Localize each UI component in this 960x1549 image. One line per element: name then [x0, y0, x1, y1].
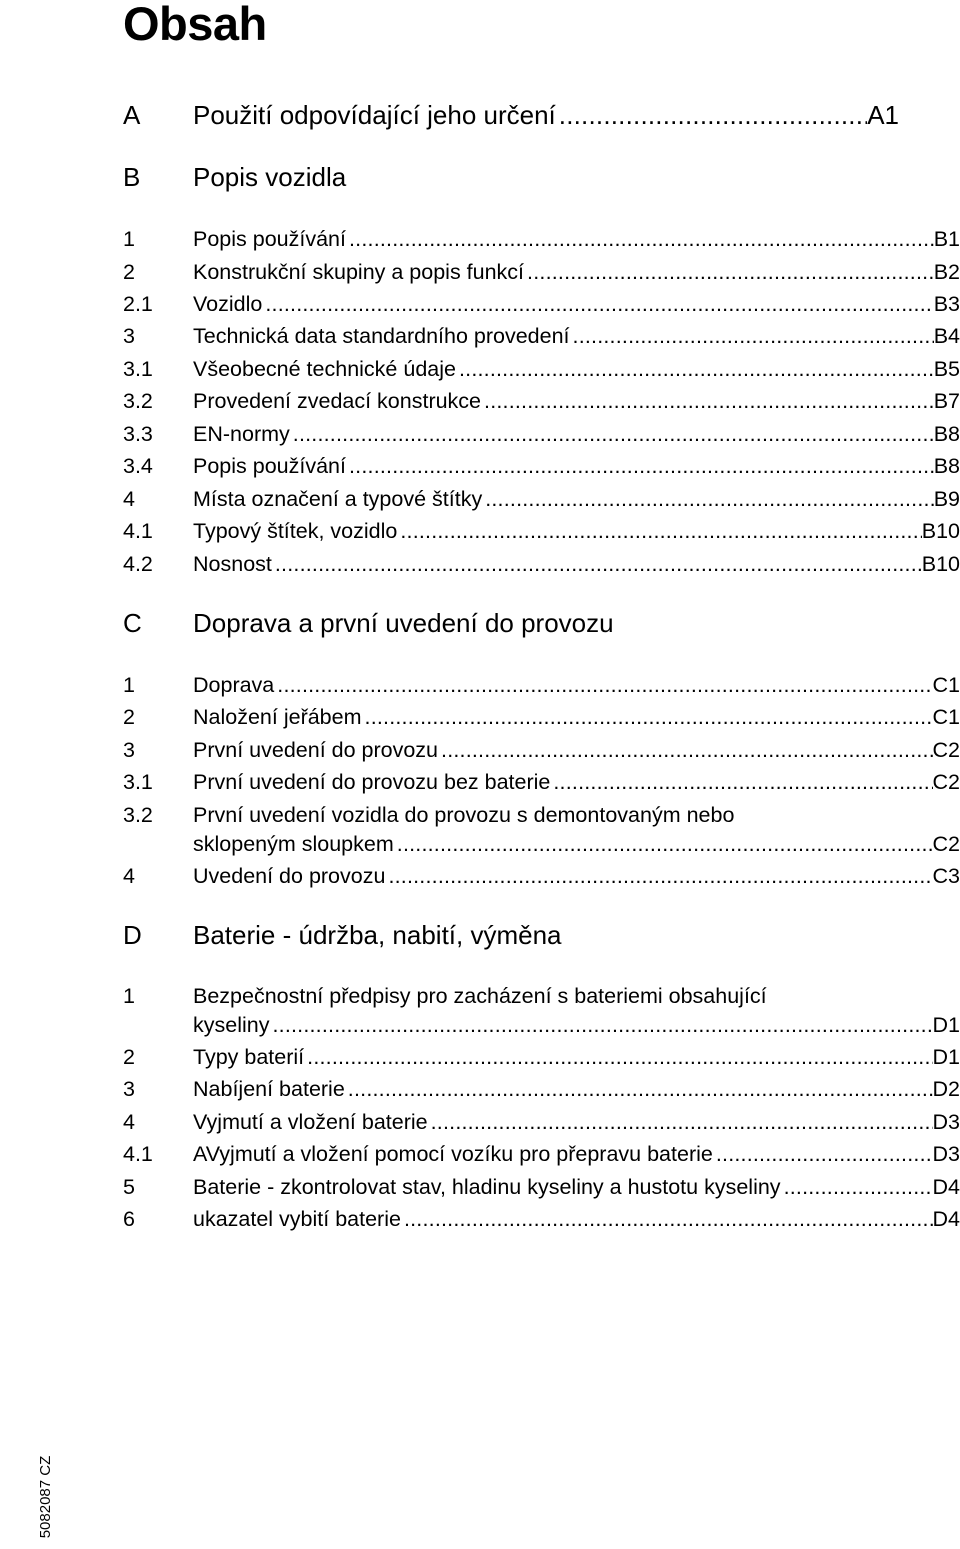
entry-number: 3.2 — [123, 803, 153, 827]
section-page-ref: A1 — [867, 100, 899, 130]
entry-line — [193, 485, 960, 514]
entry-line — [193, 1075, 960, 1104]
entry-title: Popis používání — [193, 454, 346, 478]
section-title-line — [193, 100, 899, 130]
entry-title-line1: Bezpečnostní předpisy pro zacházení s bateriemi obsahující — [193, 984, 767, 1008]
entry-title: Provedení zvedací konstrukce — [193, 389, 482, 413]
entry-number: 3 — [123, 324, 135, 348]
dot-leader — [784, 1173, 933, 1202]
entry-page-ref: C1 — [932, 705, 960, 729]
entry-number: 4 — [123, 1110, 135, 1134]
entry-title: Technická data standardního provedení — [193, 324, 570, 348]
dot-leader — [400, 517, 921, 546]
entry-line — [193, 862, 960, 891]
dot-leader — [441, 736, 933, 765]
entry-number: 3 — [123, 738, 135, 762]
entry-title: První uvedení do provozu bez baterie — [193, 770, 551, 794]
dot-leader — [265, 290, 933, 319]
entry-title: Typový štítek, vozidlo — [193, 519, 398, 543]
entry-page-ref: C3 — [932, 864, 960, 888]
entry-page-ref: B2 — [933, 260, 960, 284]
entry-title: Baterie - zkontrolovat stav, hladinu kyseliny a hustotu kyseliny — [193, 1175, 781, 1199]
dot-leader — [349, 225, 934, 254]
dot-leader — [716, 1140, 933, 1169]
entry-number: 5 — [123, 1175, 135, 1199]
entry-body — [193, 801, 960, 859]
toc-section-c[interactable] — [123, 608, 960, 638]
entry-page-ref: B7 — [933, 389, 960, 413]
entry-title: EN-normy — [193, 422, 290, 446]
entry-page-ref: D2 — [932, 1077, 960, 1101]
toc-section-b[interactable] — [123, 162, 960, 192]
dot-leader — [272, 1011, 932, 1040]
entry-number: 3.4 — [123, 454, 153, 478]
entry-line — [193, 1011, 960, 1040]
entry-line — [193, 517, 960, 546]
section-letter: B — [123, 162, 141, 192]
entry-number: 4 — [123, 487, 135, 511]
dot-leader — [459, 355, 934, 384]
dot-leader — [484, 387, 934, 416]
document-code: 5082087 CZ — [37, 1455, 54, 1539]
section-title: Popis vozidla — [193, 162, 347, 192]
entry-line — [193, 387, 960, 416]
entry-title: Nabíjení baterie — [193, 1077, 345, 1101]
entry-title: Všeobecné technické údaje — [193, 357, 456, 381]
dot-leader — [277, 671, 932, 700]
entry-line — [193, 1043, 960, 1072]
entry-page-ref: B8 — [933, 454, 960, 478]
dot-leader — [349, 452, 934, 481]
dot-leader — [527, 258, 934, 287]
page-title: Obsah — [123, 0, 267, 50]
entry-title: Typy baterií — [193, 1045, 305, 1069]
entry-page-ref: C1 — [932, 673, 960, 697]
entry-page-ref: D4 — [932, 1207, 960, 1231]
entry-line — [193, 1108, 960, 1137]
dot-leader — [553, 768, 932, 797]
entry-page-ref: B4 — [933, 324, 960, 348]
entry-number: 4.1 — [123, 1142, 153, 1166]
entry-title: Naložení jeřábem — [193, 705, 362, 729]
entry-number: 2.1 — [123, 292, 153, 316]
entry-number: 6 — [123, 1207, 135, 1231]
entry-page-ref: C2 — [932, 770, 960, 794]
entry-line — [193, 1205, 960, 1234]
entry-number: 2 — [123, 705, 135, 729]
entry-title: Konstrukční skupiny a popis funkcí — [193, 260, 525, 284]
entry-page-ref: B9 — [933, 487, 960, 511]
dot-leader — [293, 420, 934, 449]
entry-title: Popis používání — [193, 227, 346, 251]
section-title: Baterie - údržba, nabití, výměna — [193, 920, 562, 950]
entry-line — [193, 355, 960, 384]
entry-number: 1 — [123, 673, 135, 697]
entry-title: Vyjmutí a vložení baterie — [193, 1110, 428, 1134]
entry-page-ref: B10 — [921, 552, 960, 576]
entry-page-ref: D3 — [932, 1110, 960, 1134]
entry-number: 1 — [123, 984, 135, 1008]
entry-line — [193, 736, 960, 765]
dot-leader — [365, 703, 933, 732]
entry-number: 3.3 — [123, 422, 153, 446]
toc-entry[interactable] — [123, 801, 960, 859]
entry-line — [193, 1173, 960, 1202]
entry-line — [193, 830, 960, 859]
dot-leader — [388, 862, 932, 891]
entry-line — [193, 1140, 960, 1169]
entry-page-ref: B10 — [921, 519, 960, 543]
entry-page-ref: D1 — [932, 1045, 960, 1069]
entry-number: 4 — [123, 864, 135, 888]
entry-page-ref: B5 — [933, 357, 960, 381]
entry-number: 4.1 — [123, 519, 153, 543]
entry-title: AVyjmutí a vložení pomocí vozíku pro přepravu baterie — [193, 1142, 713, 1166]
section-letter: A — [123, 100, 141, 130]
entry-line — [193, 258, 960, 287]
entry-title: Doprava — [193, 673, 275, 697]
entry-title: První uvedení do provozu — [193, 738, 439, 762]
dot-leader — [307, 1043, 932, 1072]
entry-number: 3.2 — [123, 389, 153, 413]
section-letter: D — [123, 920, 142, 950]
dot-leader — [573, 322, 934, 351]
entry-line — [193, 290, 960, 319]
entry-page-ref: D3 — [932, 1142, 960, 1166]
toc-entry[interactable] — [123, 982, 960, 1040]
section-title: Použití odpovídající jeho určení — [193, 100, 556, 130]
entry-line — [193, 550, 960, 579]
entry-page-ref: B8 — [933, 422, 960, 446]
entry-line — [193, 322, 960, 351]
entry-page-ref: C2 — [932, 738, 960, 762]
dot-leader — [397, 830, 933, 859]
dot-leader — [348, 1075, 933, 1104]
entry-page-ref: B3 — [933, 292, 960, 316]
dot-leader — [485, 485, 933, 514]
entry-line — [193, 420, 960, 449]
entry-title: Nosnost — [193, 552, 272, 576]
entry-title: sklopeným sloupkem — [193, 832, 394, 856]
entry-line — [193, 768, 960, 797]
entry-number: 3.1 — [123, 357, 153, 381]
entry-number: 3 — [123, 1077, 135, 1101]
entry-number: 2 — [123, 260, 135, 284]
entry-title: Místa označení a typové štítky — [193, 487, 483, 511]
entry-number: 4.2 — [123, 552, 153, 576]
section-title: Doprava a první uvedení do provozu — [193, 608, 614, 638]
entry-title: kyseliny — [193, 1013, 270, 1037]
entry-number: 3.1 — [123, 770, 153, 794]
entry-line — [193, 225, 960, 254]
entry-page-ref: D1 — [932, 1013, 960, 1037]
entry-title-line1: První uvedení vozidla do provozu s demontovaným nebo — [193, 803, 735, 827]
entry-number: 2 — [123, 1045, 135, 1069]
dot-leader — [559, 100, 867, 130]
entry-title: ukazatel vybití baterie — [193, 1207, 401, 1231]
entry-title: Uvedení do provozu — [193, 864, 386, 888]
entry-page-ref: D4 — [932, 1175, 960, 1199]
entry-page-ref: B1 — [933, 227, 960, 251]
entry-page-ref: C2 — [932, 832, 960, 856]
entry-number: 1 — [123, 227, 135, 251]
dot-leader — [404, 1205, 933, 1234]
toc-section-a[interactable] — [123, 100, 960, 130]
dot-leader — [431, 1108, 933, 1137]
entry-line — [193, 452, 960, 481]
entry-line — [193, 703, 960, 732]
section-letter: C — [123, 608, 142, 638]
dot-leader — [275, 550, 922, 579]
entry-title: Vozidlo — [193, 292, 263, 316]
entry-body — [193, 982, 960, 1040]
entry-line — [193, 671, 960, 700]
toc-section-d[interactable] — [123, 920, 960, 950]
